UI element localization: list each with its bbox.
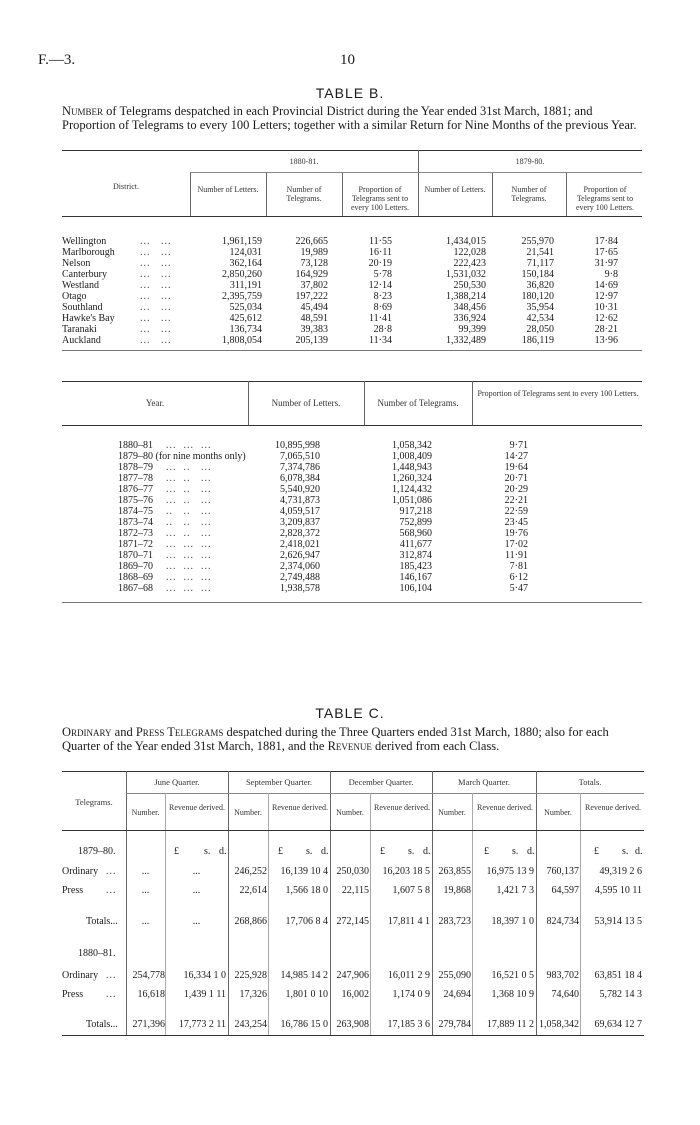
proportion-a: 8·69: [373, 302, 392, 313]
telegrams-a: 19,989: [300, 247, 328, 258]
number-total: 983,702: [546, 970, 579, 981]
proportion-a: 16·11: [369, 247, 392, 258]
table-row: [0, 280, 700, 291]
proportion-a: 5·78: [373, 269, 392, 280]
number-september: 17,326: [239, 989, 267, 1000]
number-december: 247,906: [336, 970, 369, 981]
letters: 2,749,488: [280, 572, 320, 583]
proportion-b: 14·69: [594, 280, 618, 291]
leader-dots: ... ...: [140, 302, 172, 313]
table-row: [0, 885, 700, 897]
number-subheader: Number.: [336, 808, 364, 817]
number-total: 64,597: [551, 885, 579, 896]
proportion: 22·59: [504, 506, 528, 517]
letters-a: 425,612: [229, 313, 262, 324]
letters-header-b: Number of Letters.: [424, 185, 486, 194]
telegrams-header-b: Number of Telegrams.: [511, 185, 547, 203]
telegrams: 1,051,086: [392, 495, 432, 506]
proportion: 6·12: [509, 572, 528, 583]
year: 1868–69: [118, 572, 153, 583]
table-row: [0, 528, 700, 539]
leader-dots: ... ...: [140, 258, 172, 269]
letters-b: 336,924: [453, 313, 486, 324]
leader-dots: ... ... ...: [166, 572, 212, 583]
telegrams: 917,218: [399, 506, 432, 517]
table-row: [0, 572, 700, 583]
proportion: 11·91: [505, 550, 528, 561]
number-december: 263,908: [336, 1019, 369, 1030]
proportion: 7·81: [509, 561, 528, 572]
row-label: Press: [62, 885, 84, 896]
table-row: [0, 302, 700, 313]
number-subheader: Number.: [438, 808, 466, 817]
letters: 7,065,510: [280, 451, 320, 462]
revenue-subheader: Revenue derived.: [169, 803, 225, 812]
letters: 2,418,021: [280, 539, 320, 550]
district-name: Taranaki: [62, 324, 97, 335]
caption-lead: Number: [62, 104, 104, 118]
summary-telegrams-header: Number of Telegrams.: [377, 398, 459, 408]
proportion-b: 13·96: [594, 335, 618, 346]
summary-letters-header: Number of Letters.: [271, 398, 341, 408]
caption-lead: Revenue: [327, 739, 372, 753]
revenue-march: 1,368 10 9: [491, 989, 534, 1000]
leader-dots: ...: [106, 989, 117, 1000]
table-row: [0, 462, 700, 473]
leader-dots: ... ...: [140, 236, 172, 247]
revenue-subheader: Revenue derived.: [374, 803, 430, 812]
table-row: [0, 313, 700, 324]
telegrams-a: 45,494: [300, 302, 328, 313]
revenue-total: 69,634 12 7: [594, 1019, 642, 1030]
leader-dots: ... ... ...: [166, 561, 212, 572]
number-subheader: Number.: [544, 808, 572, 817]
number-september: 243,254: [234, 1019, 267, 1030]
table-row: [0, 561, 700, 572]
revenue-total: 49,319 2 6: [599, 866, 642, 877]
leader-dots: ... ...: [140, 324, 172, 335]
proportion-a: 11·55: [369, 236, 392, 247]
year: 1880–81: [118, 440, 153, 451]
table-row: [0, 506, 700, 517]
year: 1867–68: [118, 583, 153, 594]
table-row: [0, 269, 700, 280]
proportion: 23·45: [504, 517, 528, 528]
revenue-december: 16,011 2 9: [387, 970, 430, 981]
district-name: Auckland: [62, 335, 101, 346]
telegrams-a: 226,665: [295, 236, 328, 247]
telegrams: 312,874: [399, 550, 432, 561]
summary-year-header: Year.: [145, 398, 165, 408]
district-header: District.: [113, 182, 139, 191]
letters-b: 1,434,015: [446, 236, 486, 247]
caption-text: despatched during the Three Quarters ended 31st March, 1880; also for each Quarter of the Year ended 31st March, 1881, and the: [62, 725, 609, 753]
telegrams-header: Telegrams.: [75, 797, 113, 807]
telegrams-b: 186,119: [521, 335, 554, 346]
letters-header-a: Number of Letters.: [197, 185, 259, 194]
revenue-march: 18,397 1 0: [491, 916, 534, 927]
table-row: [0, 324, 700, 335]
telegrams-b: 180,120: [521, 291, 554, 302]
telegrams: 1,058,342: [392, 440, 432, 451]
page-number: 10: [340, 52, 355, 68]
caption-lead: Press Telegrams: [135, 725, 224, 739]
revenue-june: 1,439 1 11: [183, 989, 226, 1000]
leader-dots: .. .. ...: [166, 517, 212, 528]
proportion-a: 28·8: [373, 324, 392, 335]
proportion-a: 20·19: [368, 258, 392, 269]
number-total: 1,058,342: [539, 1019, 579, 1030]
telegrams-b: 255,970: [521, 236, 554, 247]
proportion: 19·76: [504, 528, 528, 539]
number-june: 271,396: [132, 1019, 165, 1030]
district-name: Canterbury: [62, 269, 107, 280]
district-name: Southland: [62, 302, 103, 313]
revenue-december: 17,185 3 6: [387, 1019, 430, 1030]
table-row: [0, 258, 700, 269]
district-name: Otago: [62, 291, 87, 302]
row-label: Ordinary: [62, 970, 99, 981]
year: 1872–73: [118, 528, 153, 539]
proportion-b: 17·84: [594, 236, 618, 247]
proportion-a: 12·14: [368, 280, 392, 291]
year: 1873–74: [118, 517, 153, 528]
table-row: [0, 335, 700, 346]
letters: 7,374,786: [280, 462, 320, 473]
number-june: 16,618: [137, 989, 165, 1000]
number-june: ...: [141, 885, 150, 896]
leader-dots: ... .. ...: [166, 495, 212, 506]
telegrams-a: 73,128: [300, 258, 328, 269]
leader-dots: ... ...: [140, 269, 172, 280]
table-row: [0, 495, 700, 506]
row-label: Ordinary: [62, 866, 99, 877]
leader-dots: ... ...: [140, 335, 172, 346]
proportion-b: 31·97: [594, 258, 618, 269]
telegrams-a: 197,222: [295, 291, 328, 302]
number-december: 16,002: [341, 989, 369, 1000]
table-row: [0, 970, 700, 982]
caption-lead: Ordinary: [62, 725, 112, 739]
letters-a: 311,191: [229, 280, 262, 291]
district-name: Marlborough: [62, 247, 115, 258]
proportion: 5·47: [509, 583, 528, 594]
telegrams: 568,960: [399, 528, 432, 539]
year: 1876–77: [118, 484, 153, 495]
year-label: 1879–80.: [78, 846, 116, 857]
letters-b: 1,531,032: [446, 269, 486, 280]
proportion: 17·02: [504, 539, 528, 550]
revenue-march: 16,975 13 9: [486, 866, 534, 877]
telegrams-a: 205,139: [295, 335, 328, 346]
number-march: 19,868: [443, 885, 471, 896]
revenue-june: ...: [192, 916, 201, 927]
number-december: 250,030: [336, 866, 369, 877]
table-row: [0, 247, 700, 258]
proportion-b: 12·97: [594, 291, 618, 302]
district-name: Nelson: [62, 258, 91, 269]
proportion-b: 9·8: [604, 269, 618, 280]
number-subheader: Number.: [234, 808, 262, 817]
number-total: 74,640: [551, 989, 579, 1000]
letters: 4,059,517: [280, 506, 320, 517]
proportion: 20·29: [504, 484, 528, 495]
telegrams: 1,008,409: [392, 451, 432, 462]
letters-b: 348,456: [453, 302, 486, 313]
leader-dots: ... .. ...: [166, 528, 212, 539]
number-september: 22,614: [239, 885, 267, 896]
table-row: [0, 916, 700, 928]
revenue-march: 17,889 11 2: [486, 1019, 534, 1030]
revenue-june: ...: [192, 866, 201, 877]
totals-header: Totals.: [578, 777, 602, 787]
revenue-total: 53,914 13 5: [594, 916, 642, 927]
revenue-september: 16,139 10 4: [280, 866, 328, 877]
telegrams-header-a: Number of Telegrams.: [286, 185, 322, 203]
year: 1875–76: [118, 495, 153, 506]
telegrams-b: 35,954: [526, 302, 554, 313]
caption-text: and: [114, 725, 133, 739]
proportion-b: 17·65: [594, 247, 618, 258]
letters-b: 99,399: [458, 324, 486, 335]
year-label: 1880–81.: [78, 948, 116, 959]
year-a-header: 1880-81.: [289, 157, 319, 166]
table-b-title: TABLE B.: [315, 85, 385, 101]
number-total: 824,734: [546, 916, 579, 927]
table-row: [0, 583, 700, 594]
year: 1878–79: [118, 462, 153, 473]
number-september: 246,252: [234, 866, 267, 877]
number-june: 254,778: [132, 970, 165, 981]
table-row: [0, 440, 700, 451]
revenue-june: 17,773 2 11: [178, 1019, 226, 1030]
revenue-september: 17,706 8 4: [285, 916, 328, 927]
district-name: Wellington: [62, 236, 107, 247]
table-b-caption: [62, 104, 647, 132]
leader-dots: ...: [106, 970, 117, 981]
year: 1874–75: [118, 506, 153, 517]
table-row: [0, 451, 700, 462]
year: 1879–80 (for nine months only): [118, 451, 246, 462]
table-row: [0, 866, 700, 878]
row-label: Totals...: [86, 1019, 118, 1030]
revenue-total: 5,782 14 3: [599, 989, 642, 1000]
table-row: [0, 1019, 700, 1031]
revenue-june: ...: [192, 885, 201, 896]
letters: 1,938,578: [280, 583, 320, 594]
telegrams-b: 71,117: [526, 258, 554, 269]
proportion-b: 28·21: [594, 324, 618, 335]
leader-dots: .. .. ...: [166, 506, 212, 517]
leader-dots: ... .. ...: [166, 473, 212, 484]
table-c-caption: [62, 725, 644, 753]
leader-dots: ... .. ...: [166, 484, 212, 495]
letters: 5,540,920: [280, 484, 320, 495]
revenue-march: 16,521 0 5: [491, 970, 534, 981]
telegrams-b: 42,534: [526, 313, 554, 324]
number-march: 283,723: [438, 916, 471, 927]
proportion-a: 11·34: [369, 335, 392, 346]
letters-a: 1,808,054: [222, 335, 262, 346]
revenue-december: 16,203 18 5: [382, 866, 430, 877]
letters-a: 2,395,759: [222, 291, 262, 302]
year-b-header: 1879-80.: [515, 157, 545, 166]
revenue-december: 1,607 5 8: [392, 885, 430, 896]
number-september: 268,866: [234, 916, 267, 927]
table-row: [0, 539, 700, 550]
table-row: [0, 473, 700, 484]
table-row: [0, 989, 700, 1001]
telegrams: 752,899: [399, 517, 432, 528]
caption-text: derived from each Class.: [375, 739, 500, 753]
leader-dots: ...: [106, 866, 117, 877]
leader-dots: ... ... ...: [166, 440, 212, 451]
proportion: 14·27: [504, 451, 528, 462]
revenue-march: 1,421 7 3: [496, 885, 534, 896]
telegrams-b: 36,820: [526, 280, 554, 291]
letters: 2,374,060: [280, 561, 320, 572]
letters: 3,209,837: [280, 517, 320, 528]
letters-b: 222,423: [453, 258, 486, 269]
quarter-header-december: December Quarter.: [348, 777, 414, 787]
leader-dots: ... ... ...: [166, 583, 212, 594]
telegrams-a: 37,802: [300, 280, 328, 291]
year: 1870–71: [118, 550, 153, 561]
revenue-september: 14,985 14 2: [280, 970, 328, 981]
revenue-subheader: Revenue derived.: [477, 803, 533, 812]
quarter-header-march: March Quarter.: [458, 777, 510, 787]
revenue-september: 1,801 0 10: [285, 989, 328, 1000]
telegrams-a: 164,929: [295, 269, 328, 280]
summary-proportion-header: Proportion of Telegrams sent to every 100 Letters.: [477, 389, 639, 398]
revenue-december: 17,811 4 1: [387, 916, 430, 927]
revenue-september: 1,566 18 0: [285, 885, 328, 896]
proportion: 22·21: [504, 495, 528, 506]
district-name: Westland: [62, 280, 99, 291]
number-june: ...: [141, 866, 150, 877]
proportion-header-b: Proportion of Telegrams sent to every 100 Letters.: [576, 185, 634, 212]
letters-a: 136,734: [229, 324, 262, 335]
letters-a: 362,164: [229, 258, 262, 269]
year: 1877–78: [118, 473, 153, 484]
telegrams-b: 21,541: [526, 247, 554, 258]
row-label: Totals...: [86, 916, 118, 927]
proportion-a: 11·41: [369, 313, 392, 324]
number-december: 272,145: [336, 916, 369, 927]
leader-dots: ... ...: [140, 291, 172, 302]
revenue-total: 63,851 18 4: [594, 970, 642, 981]
leader-dots: ... ...: [140, 313, 172, 324]
telegrams: 146,167: [399, 572, 432, 583]
revenue-june: 16,334 1 0: [183, 970, 226, 981]
letters-b: 1,388,214: [446, 291, 486, 302]
number-september: 225,928: [234, 970, 267, 981]
revenue-september: 16,786 15 0: [280, 1019, 328, 1030]
letters-a: 2,850,260: [222, 269, 262, 280]
letters-b: 1,332,489: [446, 335, 486, 346]
page-reference: F.—3.: [38, 52, 76, 68]
leader-dots: ... .. ...: [166, 462, 212, 473]
proportion-header-a: Proportion of Telegrams sent to every 100 Letters.: [351, 185, 409, 212]
caption-text: of Telegrams despatched in each Provincial District during the Year ended 31st March, 1881; and Proportion of Telegrams to every 100 Letters; together with a similar Return for Nine Months of the previous Year.: [62, 104, 637, 132]
number-march: 255,090: [438, 970, 471, 981]
telegrams: 106,104: [399, 583, 432, 594]
telegrams: 185,423: [399, 561, 432, 572]
letters-a: 124,031: [229, 247, 262, 258]
table-row: [0, 550, 700, 561]
proportion-b: 12·62: [594, 313, 618, 324]
district-name: Hawke's Bay: [62, 313, 115, 324]
table-row: [0, 291, 700, 302]
proportion-a: 8·23: [373, 291, 392, 302]
revenue-subheader: Revenue derived.: [585, 803, 641, 812]
proportion: 20·71: [504, 473, 528, 484]
telegrams: 411,677: [399, 539, 432, 550]
number-march: 279,784: [438, 1019, 471, 1030]
revenue-total: 4,595 10 11: [594, 885, 642, 896]
letters-b: 122,028: [453, 247, 486, 258]
letters: 2,626,947: [280, 550, 320, 561]
row-label: Press: [62, 989, 84, 1000]
proportion: 19·64: [504, 462, 528, 473]
telegrams-b: 150,184: [521, 269, 554, 280]
letters: 4,731,873: [280, 495, 320, 506]
table-c-title: TABLE C.: [315, 705, 385, 721]
year: 1871–72: [118, 539, 153, 550]
leader-dots: ... ... ...: [166, 539, 212, 550]
revenue-december: 1,174 0 9: [392, 989, 430, 1000]
telegrams: 1,260,324: [392, 473, 432, 484]
letters: 6,078,384: [280, 473, 320, 484]
telegrams: 1,124,432: [392, 484, 432, 495]
telegrams-a: 48,591: [300, 313, 328, 324]
leader-dots: ...: [106, 885, 117, 896]
leader-dots: ... ... ...: [166, 550, 212, 561]
number-total: 760,137: [546, 866, 579, 877]
number-december: 22,115: [341, 885, 369, 896]
proportion-b: 10·31: [594, 302, 618, 313]
table-row: [0, 484, 700, 495]
number-march: 24,694: [443, 989, 471, 1000]
telegrams: 1,448,943: [392, 462, 432, 473]
number-subheader: Number.: [131, 808, 160, 817]
leader-dots: ... ...: [140, 247, 172, 258]
letters: 10,895,998: [275, 440, 320, 451]
year: 1869–70: [118, 561, 153, 572]
letters-b: 250,530: [453, 280, 486, 291]
number-june: ...: [141, 916, 150, 927]
proportion: 9·71: [509, 440, 528, 451]
letters-a: 1,961,159: [222, 236, 262, 247]
table-row: [0, 236, 700, 247]
letters-a: 525,034: [229, 302, 262, 313]
table-row: [0, 517, 700, 528]
telegrams-b: 28,050: [526, 324, 554, 335]
quarter-header-september: September Quarter.: [245, 777, 313, 787]
revenue-subheader: Revenue derived.: [272, 803, 328, 812]
telegrams-a: 39,383: [300, 324, 328, 335]
leader-dots: ... ...: [140, 280, 172, 291]
quarter-header-june: June Quarter.: [154, 777, 200, 787]
letters: 2,828,372: [280, 528, 320, 539]
number-march: 263,855: [438, 866, 471, 877]
